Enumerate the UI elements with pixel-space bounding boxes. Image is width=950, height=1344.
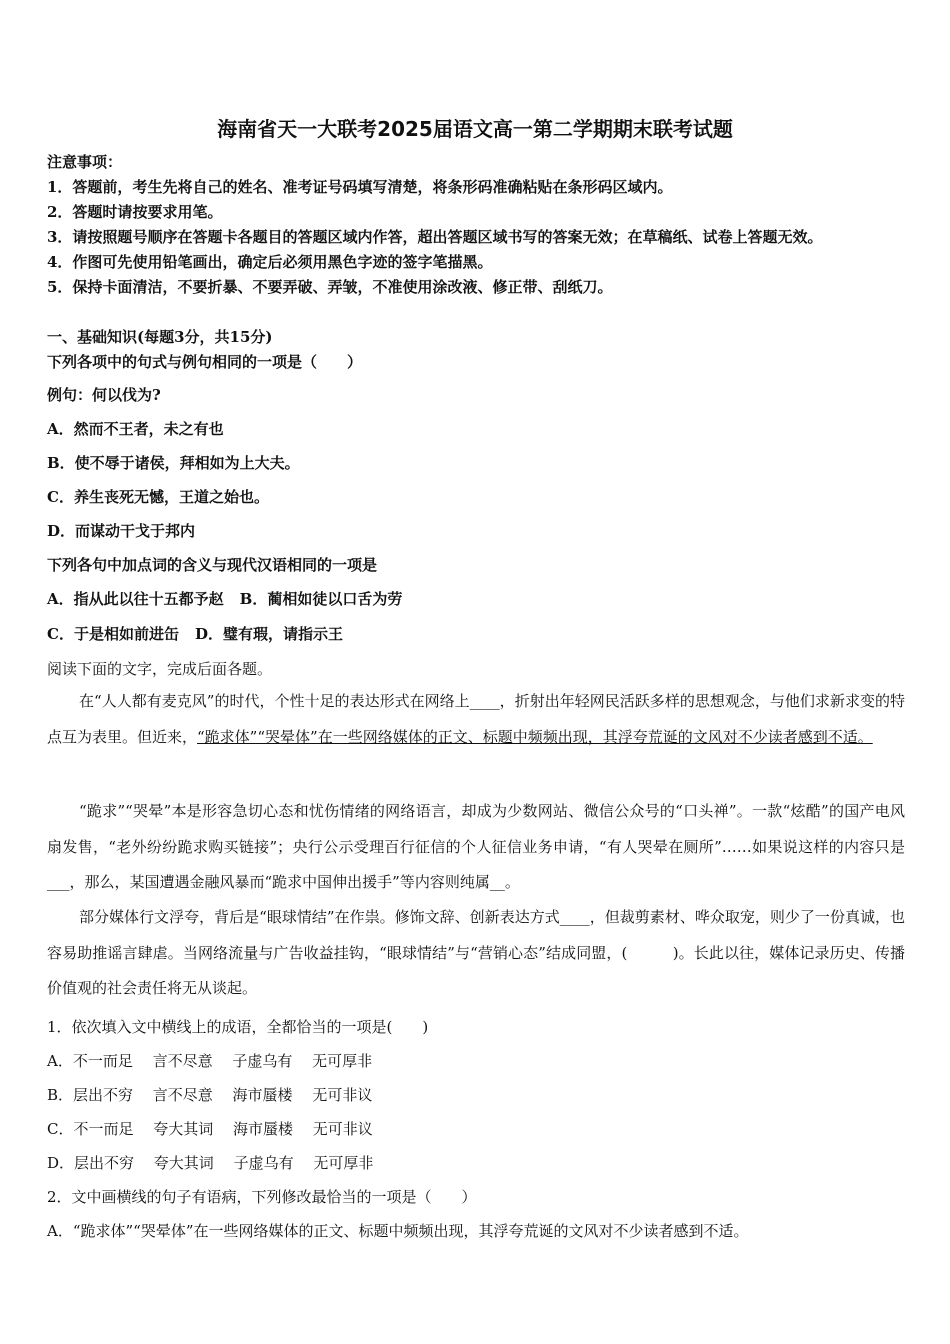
option-row [47, 588, 402, 609]
notice-item-3: 3．请按照题号顺序在答题卡各题目的答题区域内作答，超出答题区域书写的答案无效；在草稿纸、试卷上答题无效。 [47, 228, 823, 246]
option-a: A．不一而足 言不尽意 子虚乌有 无可厚非 [47, 1052, 373, 1070]
option-d: D．而谋动干戈于邦内 [47, 522, 196, 540]
option-c: C．不一而足 夸大其词 海市蜃楼 无可非议 [47, 1120, 373, 1138]
option-d: D．层出不穷 夸大其词 子虚乌有 无可厚非 [47, 1154, 374, 1172]
passage-paragraph-2: “跪求”“哭晕”本是形容急切心态和忧伤情绪的网络语言，却成为少数网站、微信公众号的“口头禅”。一款“炫酷”的国产电风扇发售，“老外纷纷跪求购买链接”；央行公示受理百行征信的个人征信业务申请，“有人哭晕在厕所”……如果说这样的内容只是 ___，那么，某国遭遇金融风暴而“跪求中国伸出援手”等内容则纯属__。 [47, 802, 905, 891]
question-stem: 下列各句中加点词的含义与现代汉语相同的一项是 [47, 556, 378, 574]
option-b: B．蔺相如徒以口舌为劳 [239, 590, 403, 608]
option-a: A．指从此以往十五都予赵 [47, 590, 224, 608]
question-stem: 下列各项中的句式与例句相同的一项是（ ） [47, 353, 363, 371]
option-row [47, 623, 343, 644]
option-a: A．“跪求体”“哭晕体”在一些网络媒体的正文、标题中频频出现，其浮夸荒诞的文风对不少读者感到不适。 [47, 1222, 749, 1240]
passage-paragraph-1 [47, 684, 905, 755]
option-b: B．层出不穷 言不尽意 海市蜃楼 无可非议 [47, 1086, 373, 1104]
option-b: B．使不辱于诸侯，拜相如为上大夫。 [47, 454, 300, 472]
page-title: 海南省天一大联考2025届语文高一第二学期期末联考试题 [217, 117, 733, 141]
notice-item-2: 2．答题时请按要求用笔。 [47, 203, 223, 221]
example-sentence: 例句：何以伐为? [47, 386, 161, 404]
reading-intro: 阅读下面的文字，完成后面各题。 [47, 660, 273, 678]
option-c: C．养生丧死无憾，王道之始也。 [47, 488, 269, 506]
option-d: D．璧有瑕，请指示王 [194, 625, 343, 643]
notice-item-4: 4．作图可先使用铅笔画出，确定后必须用黑色字迹的签字笔描黑。 [47, 253, 493, 271]
option-c: C．于是相如前进缶 [47, 625, 179, 643]
notice-heading: 注意事项： [47, 153, 123, 171]
option-a: A．然而不王者，未之有也 [47, 420, 224, 438]
question-stem: 1．依次填入文中横线上的成语，全都恰当的一项是( ) [47, 1018, 429, 1036]
passage-paragraph-3: 部分媒体行文浮夸，背后是“眼球情结”在作祟。修饰文辞、创新表达方式____，但裁剪素材、哗众取宠，则少了一份真诚，也容易助推谣言肆虐。当网络流量与广告收益挂钩，“眼球情结”与“营销心态”结成同盟，( )。长此以往，媒体记录历史、传播价值观的社会责任将无从谈起。 [47, 908, 905, 997]
section-heading: 一、基础知识(每题3分，共15分) [47, 328, 273, 346]
underlined-sentence: “跪求体”“哭晕体”在一些网络媒体的正文、标题中频频出现，其浮夸荒诞的文风对不少读者感到不适。 [197, 727, 873, 746]
notice-item-5: 5．保持卡面清洁，不要折暴、不要弄破、弄皱，不准使用涂改液、修正带、刮纸刀。 [47, 278, 613, 296]
notice-item-1: 1．答题前，考生先将自己的姓名、准考证号码填写清楚，将条形码准确粘贴在条形码区域内。 [47, 178, 673, 196]
question-stem: 2．文中画横线的句子有语病，下列修改最恰当的一项是（ ） [47, 1188, 477, 1206]
passage-text: 在“人人都有麦克风”的时代，个性十足的表达形式在网络上____，折射出年轻网民活跃多样的思想观念，与他们求新求变的特点互为表里。但近来， [47, 692, 905, 746]
